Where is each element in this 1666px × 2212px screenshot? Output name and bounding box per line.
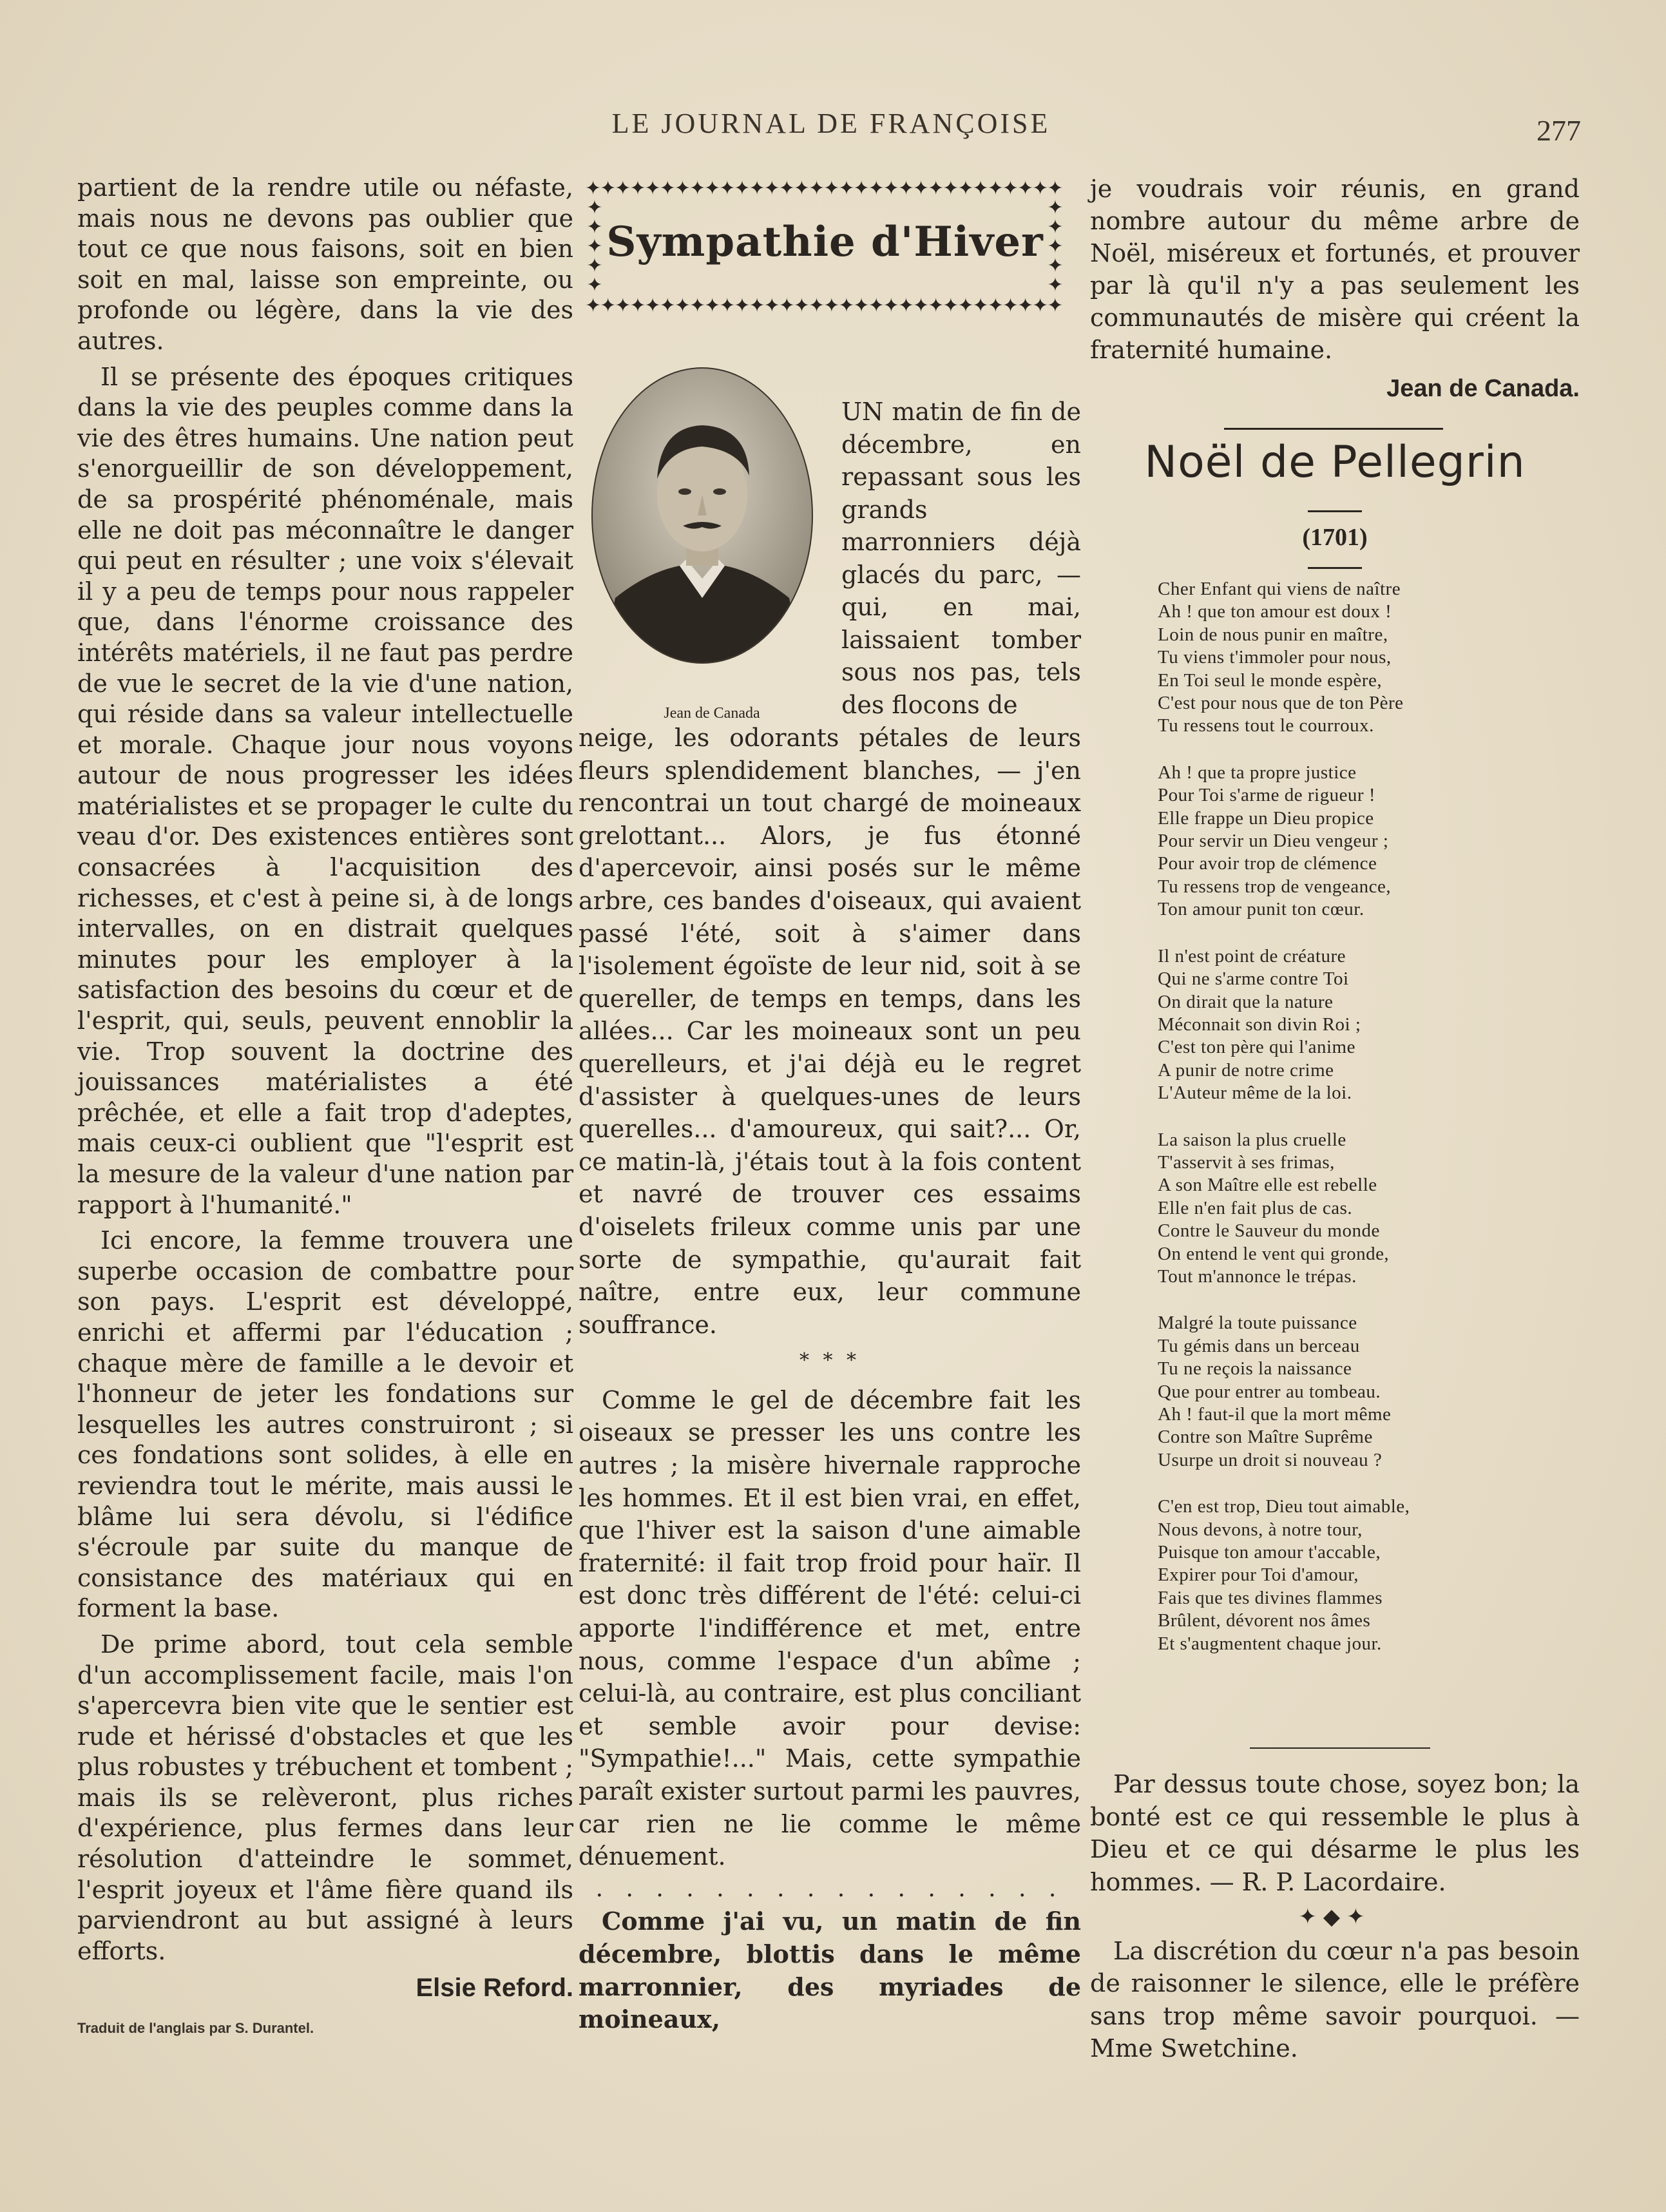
poem-line: Malgré la toute puissance — [1158, 1313, 1357, 1334]
poem-line: Et s'augmentent chaque jour. — [1158, 1633, 1382, 1654]
poem-line: Nous devons, à notre tour, — [1158, 1519, 1363, 1540]
left-paragraph: Il se présente des époques critiques dans la vie des peuples comme dans la vie des êtres humains. Une nation peut s'enorgueillir de son développement, de sa prospérité phénoménale, mais elle ne doit pas méconnaître le danger qui peut en résulter ; une voix s'élevait il y a peu de temps pour nous rappeler que, dans l'énorme croissance des intérêts matériels, il ne faut pas perdre de vue le secret de la vie d'une nation, qui réside dans sa valeur intellectuelle et morale. Chaque jour nous voyons autour de nous progresser les idées matérialistes et se propager le culte du veau d'or. Des existences entières sont consacrées à l'acquisition des richesses, et c'est à peine si, à de longs intervalles, on en distrait quelques minutes pour les employer à la satisfaction des besoins du cœur et de l'esprit, qui, seuls, peuvent ennoblir la vie. Trop souvent la doctrine des jouissances matérialistes a été prêchée, et elle a fait trop d'adeptes, mais ceux-ci oublient que "l'esprit est la mesure de la valeur d'une nation par rapport à l'humanité." — [77, 362, 573, 1219]
article-conclusion: je voudrais voir réunis, en grand nombre autour du même arbre de Noël, miséreux et fortunés, et prouver par là qu'il n'y a pas seulement les communautés de misère qui créent la fraternité humaine. — [1090, 175, 1580, 364]
poem-line: Elle frappe un Dieu propice — [1158, 807, 1374, 829]
poem-line: L'Auteur même de la loi. — [1158, 1082, 1352, 1104]
poem-line: Que pour entrer au tombeau. — [1158, 1381, 1381, 1402]
poem-line: Qui ne s'arme contre Toi — [1158, 968, 1349, 990]
journal-title: LE JOURNAL DE FRANÇOISE — [611, 108, 1051, 139]
divider — [1308, 510, 1362, 512]
poem-stanza — [1158, 1129, 1570, 1289]
portrait-image — [589, 366, 815, 666]
middle-paragraph: Comme j'ai vu, un matin de fin décembre, blottis dans le même marronnier, des myriades de moineaux, — [579, 1907, 1081, 2034]
left-column — [77, 173, 573, 2044]
poem-line: On dirait que la nature — [1158, 991, 1334, 1012]
poem-line: Tu gémis dans un berceau — [1158, 1335, 1360, 1356]
poem-title: Noël de Pellegrin — [1144, 437, 1526, 488]
poem-line: Ah ! faut-il que la mort même — [1158, 1404, 1392, 1425]
ornament-diamonds: ✦◆✦ — [1298, 1904, 1372, 1930]
article-title: Sympathie d'Hiver — [606, 218, 1044, 266]
poem-line: Pour servir un Dieu vengeur ; — [1158, 831, 1389, 852]
poem-stanza — [1158, 762, 1570, 921]
poem-line: Ton amour punit ton cœur. — [1158, 899, 1364, 920]
decorative-border-bottom: ✦✦✦✦✦✦✦✦✦✦✦✦✦✦✦✦✦✦✦✦✦✦✦✦✦✦✦✦✦✦✦✦ — [585, 298, 1062, 314]
poem-line: Il n'est point de créature — [1158, 945, 1346, 967]
signature-elsie-reford: Elsie Reford. — [416, 1974, 573, 2003]
poem-line: Fais que tes divines flammes — [1158, 1587, 1383, 1608]
article-title-box — [585, 173, 1065, 321]
translation-note: Traduit de l'anglais par S. Durantel. — [77, 2020, 314, 2037]
poem-line: La saison la plus cruelle — [1158, 1129, 1346, 1150]
poem-line: C'est pour nous que de ton Père — [1158, 693, 1404, 714]
poem-stanza — [1158, 578, 1570, 738]
poem-stanza — [1158, 1496, 1570, 1655]
quote-lacordaire: Par dessus toute chose, soyez bon; la bonté est ce qui ressemble le plus à Dieu et ce qui désarme le plus les hommes. — R. P. Lacordaire. — [1090, 1770, 1580, 1896]
divider — [1250, 1747, 1430, 1749]
intro-text: UN matin de fin de décembre, en repassant sous les grands marronniers déjà glacés du parc, — qui, en mai, laissaient tomber sous nos pas, tels des flocons de — [841, 398, 1081, 719]
left-paragraph: partient de la rendre utile ou néfaste, mais nous ne devons pas oublier que tout ce que nous faisons, soit en bien soit en mal, laisse son empreinte, ou profonde ou légère, dans la vie des autres. — [77, 173, 573, 355]
poem-line: Tout m'annonce le trépas. — [1158, 1265, 1357, 1287]
poem-line: Contre le Sauveur du monde — [1158, 1220, 1380, 1242]
poem-line: Pour Toi s'arme de rigueur ! — [1158, 785, 1375, 806]
poem-line: Contre son Maître Suprême — [1158, 1427, 1373, 1448]
left-paragraph: Ici encore, la femme trouvera une superbe occasion de combattre pour son pays. L'esprit est développé, enrichi et affermi par l'éducation ; chaque mère de famille a le devoir et l'honneur de jeter les fondations sur lesquelles les autres construiront ; si ces fondations sont solides, à elle en reviendra tout le mérite, mais aussi le blâme lui sera dévolu, si l'édifice s'écroule par suite du manque de consistance des matériaux qui en forment la base. — [77, 1226, 573, 1623]
poem-line: Loin de nous punir en maître, — [1158, 624, 1388, 645]
poem-line: Elle n'en fait plus de cas. — [1158, 1197, 1353, 1218]
poem-line: A son Maître elle est rebelle — [1158, 1175, 1377, 1196]
poem-line: On entend le vent qui gronde, — [1158, 1243, 1390, 1264]
poem-line: Brûlent, dévorent nos âmes — [1158, 1610, 1371, 1631]
divider — [1308, 567, 1362, 569]
middle-column-body — [579, 722, 1081, 2036]
poem-line: Cher Enfant qui viens de naître — [1158, 579, 1401, 599]
poem-line: T'asservit à ses frimas, — [1158, 1151, 1335, 1173]
poem-line: Tu ressens tout le courroux. — [1158, 715, 1374, 736]
poem-year: (1701) — [1302, 524, 1368, 551]
divider — [1224, 428, 1443, 430]
poem-line: Usurpe un droit si nouveau ? — [1158, 1449, 1383, 1470]
poem-line: Tu viens t'immoler pour nous, — [1158, 647, 1392, 668]
decorative-border-left: ✦ ✦ ✦ ✦ ✦ — [586, 197, 603, 296]
poem-line: Pour avoir trop de clémence — [1158, 853, 1377, 874]
poem-stanza — [1158, 1312, 1570, 1472]
intro-beside-portrait — [841, 396, 1081, 721]
quote-swetchine: La discrétion du cœur n'a pas besoin de raisonner le silence, elle le préfère sans trop même savoir pourquoi. — Mme Swetchine. — [1090, 1936, 1580, 2063]
signature-jean-de-canada: Jean de Canada. — [1386, 375, 1580, 402]
decorative-border-top: ✦✦✦✦✦✦✦✦✦✦✦✦✦✦✦✦✦✦✦✦✦✦✦✦✦✦✦✦✦✦✦✦ — [585, 180, 1062, 197]
poem-line: Expirer pour Toi d'amour, — [1158, 1564, 1359, 1586]
poem-body — [1158, 578, 1570, 1679]
portrait-caption: Jean de Canada — [664, 705, 760, 722]
middle-paragraph: Comme le gel de décembre fait les oiseaux se presser les uns contre les autres ; la misère hivernale rapproche les hommes. Et il est bien vrai, en effet, que l'hiver est la saison d'une aimable fraternité: il fait trop froid pour haïr. Il est donc très différent de l'été: celui-ci apporte l'indifférence et met, entre nous, comme l'espace d'un abîme ; celui-là, au contraire, est plus conciliant et semble avoir pour devise: "Sympathie!..." Mais, cette sympathie paraît exister surtout parmi les pauvres, car rien ne lie comme le même dénuement. — [579, 1385, 1081, 1871]
page-number: 277 — [1537, 114, 1581, 147]
middle-paragraph: neige, les odorants pétales de leurs fleurs splendidement blanches, — j'en rencontrai un tout chargé de moineaux grelottant... Alors, je fus étonné d'apercevoir, ainsi posés sur le même arbre, ces bandes d'oiseaux, qui avaient passé l'été, soit à s'aimer dans l'isolement égoïste de leur nid, soit à se quereller, de temps en temps, dans les allées... Car les moineaux sont un peu querelleurs, et j'ai déjà eu le regret d'assister à quelques-unes de leurs querelles... d'amoureux, qui sait?... Or, ce matin-là, j'étais tout à la fois content et navré de trouver ces essaims d'oiselets frileux comme unis par une sorte de sympathie, qu'aurait fait naître, entre eux, leur commune souffrance. — [579, 724, 1081, 1339]
section-separator-dots: . . . . . . . . . . . . . . . . — [595, 1875, 1064, 1902]
right-column-quotes — [1090, 1768, 1580, 2065]
right-column-top — [1090, 173, 1580, 405]
poem-line: Tu ne reçois la naissance — [1158, 1358, 1352, 1380]
poem-line: A punir de notre crime — [1158, 1059, 1334, 1081]
poem-line: C'est ton père qui l'anime — [1158, 1037, 1355, 1058]
decorative-border-right: ✦ ✦ ✦ ✦ ✦ — [1047, 197, 1064, 296]
poem-stanza — [1158, 945, 1570, 1105]
poem-line: Ah ! que ta propre justice — [1158, 762, 1357, 783]
poem-line: Tu ressens trop de vengeance, — [1158, 876, 1392, 897]
poem-line: Méconnait son divin Roi ; — [1158, 1014, 1361, 1035]
poem-line: C'en est trop, Dieu tout aimable, — [1158, 1496, 1410, 1517]
poem-line: Puisque ton amour t'accable, — [1158, 1542, 1381, 1563]
poem-line: Ah ! que ton amour est doux ! — [1158, 601, 1392, 622]
section-separator-stars: * * * — [799, 1349, 861, 1372]
poem-line: En Toi seul le monde espère, — [1158, 669, 1383, 691]
left-paragraph: De prime abord, tout cela semble d'un accomplissement facile, mais l'on s'apercevra bien vite que le sentier est rude et hérissé d'obstacles et que les plus robustes y trébuchent et tombent ; mais ils se relèveront, plus riches d'expérience, plus fermes dans leur résolution d'atteindre le sommet, l'esprit joyeux et l'âme fière quand ils parviendront au but assigné à leurs efforts. — [77, 1630, 573, 1965]
